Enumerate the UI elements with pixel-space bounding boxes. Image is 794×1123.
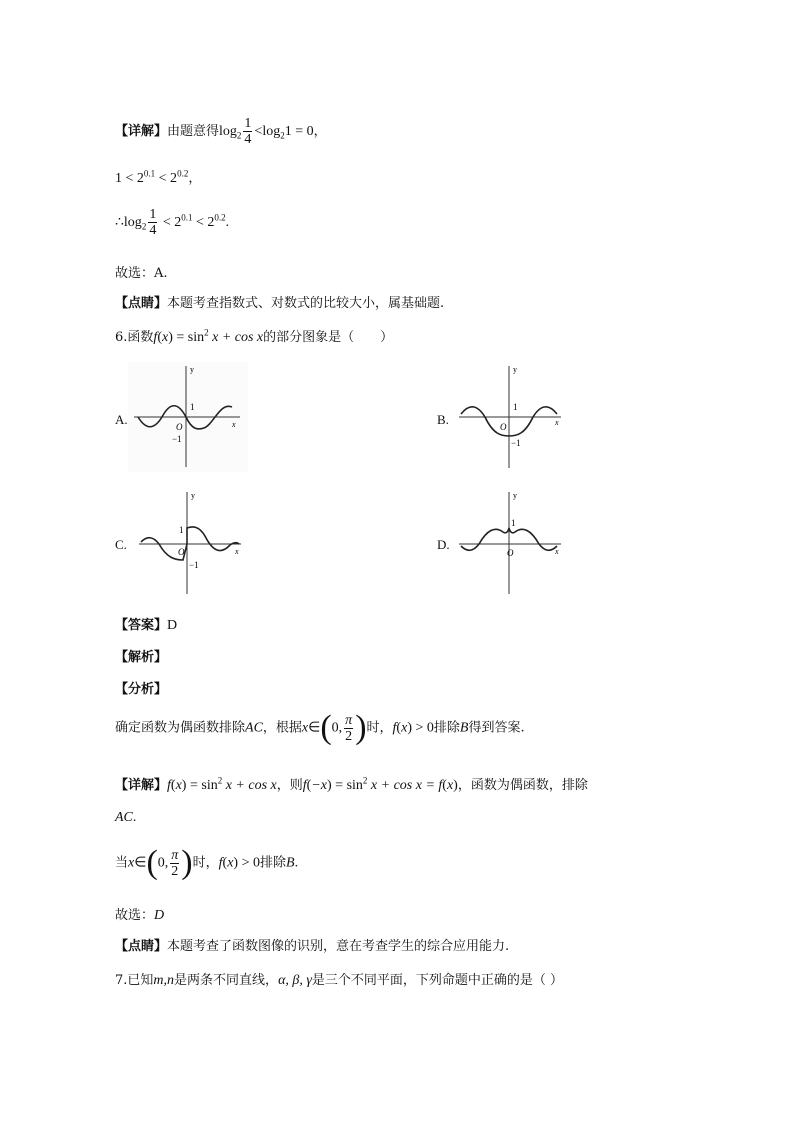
answer-tag: 【答案】 — [115, 618, 168, 633]
punct: ， — [313, 124, 327, 139]
exp-b: < 2 — [192, 215, 215, 230]
math-ac: AC — [115, 810, 133, 825]
punct: . — [294, 855, 299, 871]
fenxi-text-d: 排除 — [433, 720, 460, 736]
log-base-2: 2 — [280, 130, 285, 141]
func-x: x — [161, 330, 169, 345]
x-axis-label: x — [235, 547, 239, 556]
func-f: f — [302, 778, 307, 793]
note-line-2 — [115, 935, 509, 954]
func-x: x — [446, 778, 454, 793]
math-x: x — [128, 855, 135, 871]
square-exp: 2 — [217, 775, 223, 786]
choose-d-line — [115, 904, 164, 924]
punct: ， — [188, 171, 202, 186]
exp-e2: 0.2 — [177, 168, 189, 179]
question-text-a: 是两条不同直线， — [174, 973, 279, 988]
frac-den: 4 — [244, 132, 252, 147]
lt-sign: < — [254, 124, 263, 139]
frac-num: π — [345, 712, 353, 728]
detail-tail: ，函数为偶函数，排除 — [457, 778, 588, 793]
option-c-graph — [135, 488, 245, 598]
detail-line-3: 当x∈(0, $\frac{\pi}{2}$ )时，f(x) > 0排除B. — [115, 844, 299, 881]
log-base: 2 — [141, 221, 147, 232]
frac-num: 1 — [244, 116, 252, 131]
math-planes: α, β, γ — [278, 973, 312, 988]
fenxi-text-a: 确定函数为偶函数排除 — [115, 720, 246, 736]
y-axis-label: y — [513, 365, 517, 374]
func-x: x — [175, 778, 182, 793]
note-tag: 【点睛】 — [115, 296, 168, 311]
func-f: f — [218, 855, 223, 871]
question-number: 6. — [115, 330, 128, 345]
frac-num: π — [171, 847, 179, 863]
note-tag: 【点睛】 — [115, 939, 168, 954]
choose-answer: D — [154, 908, 165, 923]
in-sign: ∈ — [134, 855, 147, 871]
math-ac: AC — [245, 720, 263, 736]
exp-e1: 0.1 — [181, 212, 193, 223]
log-rest: 1 = 0 — [284, 124, 314, 139]
punct: . — [132, 810, 137, 825]
origin-label: O — [500, 422, 507, 432]
fenxi-line: 确定函数为偶函数排除AC，根据x∈(0, $\frac{\pi}{2}$ )时，f(x) > 0排除B得到答案. — [115, 709, 525, 746]
therefore-sign: ∴ — [115, 215, 124, 230]
tick-one: 1 — [511, 518, 516, 528]
detail-text-a: 当 — [115, 855, 129, 871]
exp-e2: 0.2 — [214, 212, 226, 223]
gt-zero: > 0 — [238, 855, 260, 871]
in-sign: ∈ — [308, 720, 321, 736]
log-text: log — [123, 215, 142, 230]
exp-e1: 0.1 — [143, 168, 156, 179]
detail-line-1: 【详解】$f(x) = \sin^2 x + \cos x$，则$f(-x) = \sin^2 x + \cos x = f(x)$，函数为偶函数，排除 — [115, 775, 588, 793]
log-base: 2 — [236, 130, 242, 141]
option-c-label: C. — [115, 537, 127, 552]
tick-one: 1 — [179, 525, 184, 535]
option-a-graph — [128, 362, 248, 472]
question-tail: 的部分图象是（ ） — [263, 330, 394, 345]
math-mn: m,n — [153, 973, 175, 988]
option-a-label: A. — [115, 412, 128, 427]
conclusion-line — [115, 207, 229, 238]
y-axis-label: y — [513, 491, 517, 500]
y-axis-label: y — [190, 365, 194, 374]
question-number: 7. — [115, 973, 128, 988]
then-text: ，则 — [276, 778, 303, 793]
detail-tag: 【详解】 — [115, 124, 168, 139]
func-rest: x + cos x = — [367, 778, 439, 793]
fenxi-tag: 【分析】 — [115, 682, 168, 697]
frac-den: 2 — [171, 863, 179, 879]
tick-neg-one: −1 — [511, 438, 521, 448]
exp-a: 1 < 2 — [115, 171, 144, 186]
func-f: f — [167, 778, 171, 793]
detail-line-2 — [115, 810, 136, 826]
square-exp: 2 — [204, 327, 209, 338]
origin-label: O — [507, 548, 514, 558]
fraction-one-quarter — [148, 207, 157, 238]
detail-log-line — [115, 116, 327, 147]
interval-zero: 0, — [331, 720, 343, 736]
fraction-one-quarter — [243, 116, 252, 147]
func-f: f — [438, 778, 443, 793]
choose-a-line: 故选：A. — [115, 266, 168, 281]
math-b: B — [286, 855, 295, 871]
log-text-2: log — [262, 124, 281, 139]
detail-text-c: 排除 — [259, 855, 286, 871]
func-eq: = sin — [331, 778, 363, 793]
func-f: f — [153, 330, 158, 345]
func-x: x — [401, 720, 408, 736]
detail-tag: 【详解】 — [115, 778, 168, 793]
option-b-label: B. — [437, 412, 449, 427]
choose-lead: 故选： — [115, 908, 155, 923]
x-axis-label: x — [232, 420, 236, 429]
question-6: 6.函数$f(x) = \sin^2 x + \cos x$的部分图象是（ ） — [115, 327, 394, 345]
func-eq: = sin — [186, 778, 218, 793]
fraction-pi-half — [344, 713, 353, 744]
analysis-tag: 【解析】 — [115, 650, 168, 665]
log-text: log — [219, 124, 237, 139]
gt-zero: > 0 — [411, 720, 434, 736]
option-d-label: D. — [437, 537, 450, 552]
detail-text-b: 时， — [192, 855, 219, 871]
detail-lead: 由题意得 — [167, 124, 220, 139]
x-axis-label: x — [555, 418, 559, 427]
exp-compare-line — [115, 167, 201, 187]
origin-label: O — [176, 422, 183, 432]
question-lead: 函数 — [127, 330, 154, 345]
frac-den: 4 — [149, 223, 157, 238]
math-x: x — [301, 720, 309, 736]
origin-label: O — [178, 547, 185, 557]
func-eq: = sin — [172, 330, 205, 345]
note-line-1 — [115, 292, 444, 311]
interval-zero: 0, — [157, 855, 169, 871]
punct: . — [225, 215, 230, 230]
question-text-b: 是三个不同平面，下列命题中正确的是（ ） — [311, 973, 564, 988]
fenxi-text-c: 时， — [366, 720, 393, 736]
square-exp: 2 — [362, 775, 368, 786]
option-d-graph — [455, 488, 565, 598]
tick-one: 1 — [190, 402, 195, 412]
tick-neg-one: −1 — [172, 434, 182, 444]
frac-den: 2 — [345, 728, 353, 744]
func-neg-x: −x — [311, 778, 327, 793]
tick-one: 1 — [513, 402, 518, 412]
option-b-graph — [455, 362, 565, 472]
x-axis-label: x — [555, 547, 559, 556]
math-b: B — [459, 720, 469, 736]
fenxi-text-e: 得到答案. — [468, 720, 525, 736]
question-lead: 已知 — [127, 973, 154, 988]
exp-a: < 2 — [159, 215, 182, 230]
func-f: f — [392, 720, 397, 736]
note-text: 本题考查了函数图像的识别，意在考查学生的综合应用能力. — [167, 939, 510, 954]
exp-b: < 2 — [155, 171, 178, 186]
tick-neg-one: −1 — [189, 560, 199, 570]
y-axis-label: y — [191, 491, 195, 500]
fenxi-text-b: ，根据 — [262, 720, 302, 736]
func-x: x — [227, 855, 234, 871]
answer-value: D — [167, 618, 178, 633]
frac-num: 1 — [149, 207, 157, 222]
note-text: 本题考查指数式、对数式的比较大小，属基础题. — [167, 296, 445, 311]
answer-line — [115, 614, 177, 634]
func-rest: x + cos x — [222, 778, 277, 793]
question-7 — [115, 969, 563, 989]
fraction-pi-half — [170, 848, 179, 879]
func-rest: x + cos x — [208, 330, 264, 345]
